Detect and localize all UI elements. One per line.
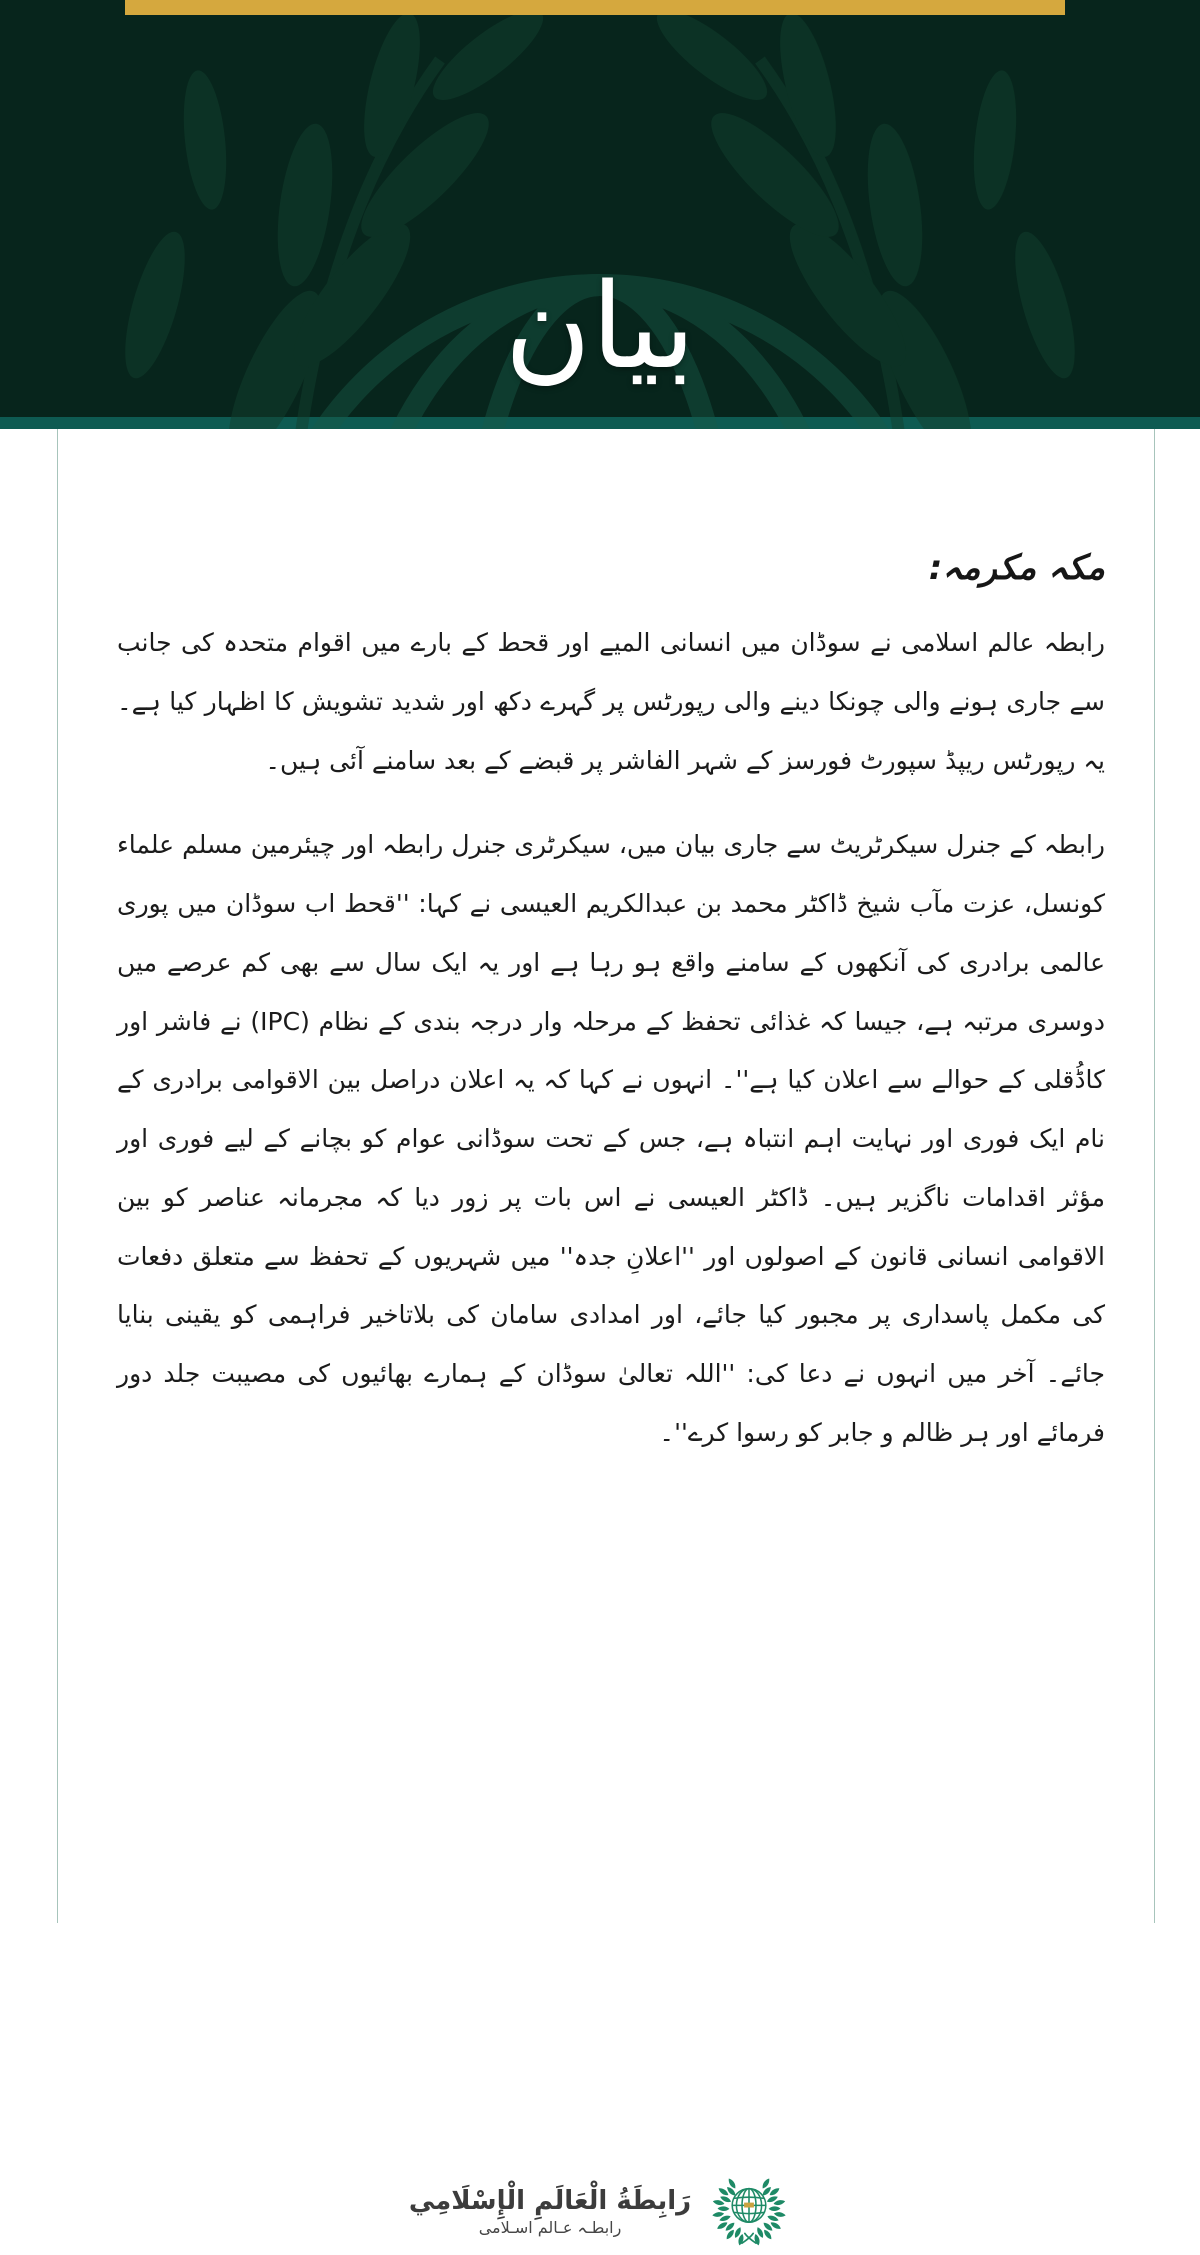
header-divider-band	[0, 417, 1200, 429]
statement-body	[0, 429, 1200, 2237]
paragraph-1: رابطہ عالم اسلامی نے سوڈان میں انسانی المیے اور قحط کے بارے میں اقوام متحدہ کی جانب سے جاری ہونے والی چونکا دینے والی رپورٹس پر گہرے دکھ اور شدید تشویش کا اظہار کیا ہے۔ یہ رپورٹس ریپڈ سپورٹ فورسز کے شہر الفاشر پر قبضے کے بعد سامنے آئی ہیں۔	[117, 628, 1105, 775]
header-banner	[0, 0, 1200, 417]
globe-gold-band	[744, 2203, 754, 2208]
page-title: بیان	[504, 257, 696, 396]
paragraph-2: رابطہ کے جنرل سیکرٹریٹ سے جاری بیان میں، سیکرٹری جنرل رابطہ اور چیئرمین مسلم علماء کونسل، عزت مآب شیخ ڈاکٹر محمد بن عبدالکریم العیسی نے کہا: ''قحط اب سوڈان میں پوری عالمی برادری کی آنکھوں کے سامنے واقع ہو رہا ہے اور یہ ایک سال سے بھی کم عرصے میں دوسری مرتبہ ہے، جیسا کہ غذائی تحفظ کے مرحلہ وار درجہ بندی کے نظام (IPC) نے فاشر اور کاڈُقلی کے حوالے سے اعلان کیا ہے''۔ انہوں نے کہا کہ یہ اعلان دراصل بین الاقوامی برادری کے نام ایک فوری اور نہایت اہم انتباہ ہے، جس کے تحت سوڈانی عوام کو بچانے کے لیے فوری اور مؤثر اقدامات ناگزیر ہیں۔ ڈاکٹر العیسی نے اس بات پر زور دیا کہ مجرمانہ عناصر کو بین الاقوامی انسانی قانون کے اصولوں اور ''اعلانِ جدہ'' میں شہریوں کے تحفظ سے متعلق دفعات کی مکمل پاسداری پر مجبور کیا جائے، اور امدادی سامان کی بلاتاخیر فراہمی کو یقینی بنایا جائے۔ آخر میں انہوں نے دعا کی: ''اللہ تعالیٰ سوڈان کے ہمارے بھائیوں کی مصیبت جلد دور فرمائے اور ہر ظالم و جابر کو رسوا کرے''۔	[117, 830, 1106, 1447]
gold-accent-bar	[125, 0, 1065, 15]
footer	[0, 2167, 1200, 2255]
mwl-name-urdu: رابطـہ عـالم اسـلامی	[478, 2217, 622, 2237]
statement-text-block	[117, 429, 1105, 1729]
mwl-logo-names	[409, 2186, 691, 2237]
content-right-rule	[1154, 429, 1155, 1923]
dateline: مکہ مکرمہ:	[928, 548, 1105, 588]
mwl-logo	[409, 2167, 791, 2255]
mwl-name-arabic: رَابِطَةُ الْعَالَمِ الْإِسْلَامِي	[408, 2185, 692, 2216]
mwl-wreath-globe-icon	[707, 2167, 791, 2255]
statement-paragraphs	[117, 614, 1105, 1463]
content-left-rule	[57, 429, 58, 1923]
